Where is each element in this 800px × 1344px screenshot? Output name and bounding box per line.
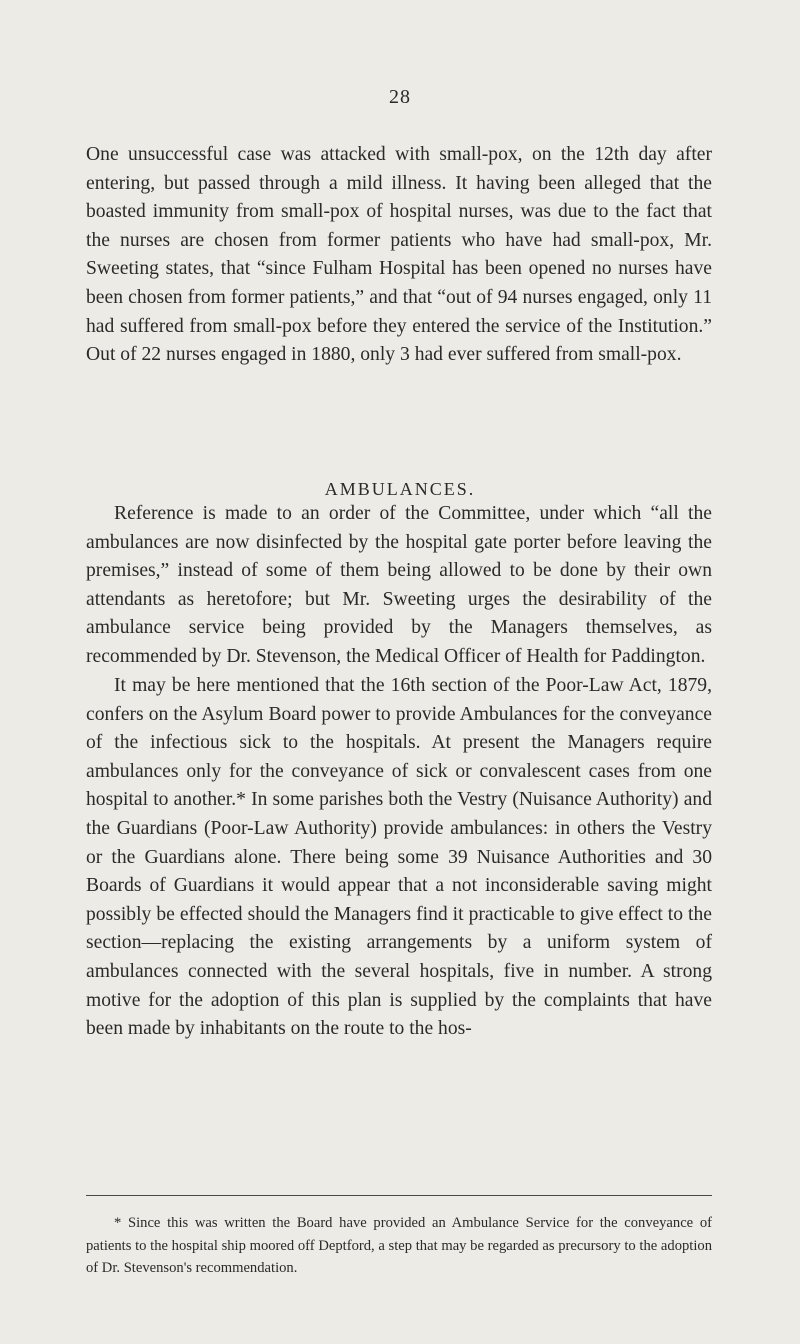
footnote: * Since this was written the Board have provided an Ambulance Service for the conveyance of patients to the hospital ship moored off Deptford, a step that may be regarded as precursory to the adoption of Dr. Stevenson's recommendation. xyxy=(86,1215,712,1277)
paragraph-ambulance-order xyxy=(86,500,712,672)
page-number: 28 xyxy=(389,86,411,108)
paragraph-immunity: One unsuccessful case was attacked with small-pox, on the 12th day after entering, but passed through a mild illness. It having been alleged that the boasted immunity from small-pox of hospital nurses, was due to the fact that the nurses are chosen from former patients who have had small-pox, Mr. Sweeting states, that “since Fulham Hospital has been opened no nurses have been chosen from former patients,” and that “out of 94 nurses engaged, only 11 had suffered from small-pox before they entered the service of the Institution.” Out of 22 nurses engaged in 1880, only 3 had ever suffered from small-pox. xyxy=(86,144,712,366)
paragraph-ambulance-order-text: Reference is made to an order of the Committee, under which “all the ambulances are now disinfected by the hospital gate porter before leaving the premises,” instead of some of them being allowed to be done by their own attendants as heretofore; but Mr. Sweeting urges the desirability of the ambulance service being provided by the Managers themselves, as recommended by Dr. Stevenson, the Medical Officer of Health for Paddington. xyxy=(86,503,712,667)
paragraph-poor-law-act xyxy=(86,672,712,1044)
section-heading: AMBULANCES. xyxy=(324,479,476,499)
footnote-divider xyxy=(86,1195,712,1196)
paragraph-poor-law-act-text: It may be here mentioned that the 16th section of the Poor-Law Act, 1879, confers on the Asylum Board power to provide Ambulances for the conveyance of the infectious sick to the hospitals. At present the Managers require ambulances only for the conveyance of sick or convalescent cases from one hospital to another.* In some parishes both the Vestry (Nuisance Authority) and the Guardians (Poor-Law Authority) provide ambulances: in others the Vestry or the Guardians alone. There being some 39 Nuisance Authorities and 30 Boards of Guardians it would appear that a not inconsiderable saving might possibly be effected should the Managers find it practicable to give effect to the section—replacing the existing arrangements by a uniform system of ambulances connected with the several hospitals, five in number. A strong motive for the adoption of this plan is supplied by the complaints that have been made by inhabitants on the route to the hos- xyxy=(86,675,712,1040)
